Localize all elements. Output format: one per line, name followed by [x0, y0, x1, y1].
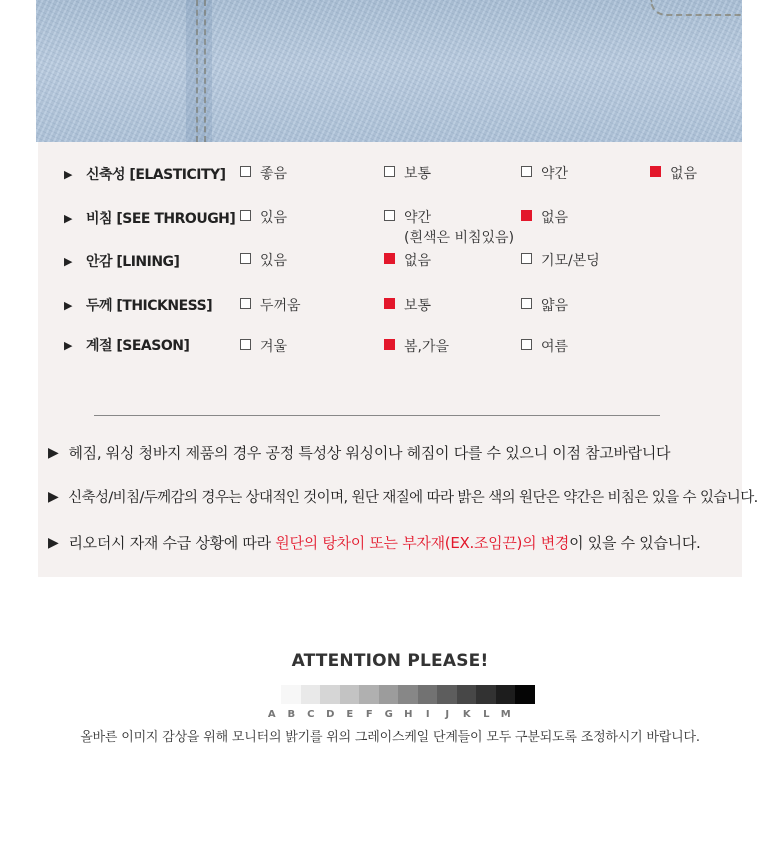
grayscale-swatch — [476, 685, 496, 704]
grayscale-swatch — [418, 685, 438, 704]
note-text-group — [68, 532, 700, 553]
grayscale-swatch — [340, 685, 360, 704]
option-thickness-thin — [521, 295, 568, 315]
checkbox-icon — [240, 166, 251, 177]
grayscale-letter: M — [500, 709, 511, 720]
note-reorder — [48, 532, 701, 553]
row-label-lining — [64, 251, 179, 271]
grayscale-letter: E — [346, 709, 354, 720]
option-elasticity-slight — [521, 163, 568, 183]
option-label: 기모/본딩 — [541, 253, 600, 269]
grayscale-swatch — [515, 685, 535, 704]
checked-box-icon — [384, 298, 395, 309]
option-see-through-slight — [384, 207, 514, 247]
grayscale-swatch — [437, 685, 457, 704]
grayscale-swatch — [398, 685, 418, 704]
checked-box-icon — [521, 210, 532, 221]
option-label: 보통 — [404, 298, 432, 314]
option-lining-fleece — [521, 250, 600, 270]
checkbox-icon — [384, 210, 395, 221]
option-elasticity-none — [650, 163, 697, 183]
checkbox-icon — [521, 298, 532, 309]
checked-box-icon — [384, 253, 395, 264]
note-text: 신축성/비침/두께감의 경우는 상대적인 것이며, 원단 재질에 따라 밝은 색의 원단은 약간은 비침은 있을 수 있습니다. — [68, 490, 758, 506]
grayscale-swatch — [379, 685, 399, 704]
option-label: 봄,가을 — [404, 339, 450, 355]
option-season-spring-fall — [384, 336, 449, 356]
row-label-text: 계절 [SEASON] — [85, 338, 190, 354]
option-label: 두꺼움 — [260, 298, 301, 314]
grayscale-letter: K — [462, 709, 471, 720]
row-label-thickness — [64, 295, 212, 315]
checkbox-icon — [240, 253, 251, 264]
row-label-text: 두께 [THICKNESS] — [85, 298, 213, 314]
option-label: 없음 — [404, 253, 432, 269]
attention-caption: 올바른 이미지 감상을 위해 모니터의 밝기를 위의 그레이스케일 단계들이 모두 구분되도록 조정하시기 바랍니다. — [80, 730, 700, 745]
row-label-text: 신축성 [ELASTICITY] — [85, 167, 226, 183]
note-washing — [48, 442, 670, 463]
option-see-through-yes — [240, 207, 287, 227]
triangle-icon: ▶ — [64, 211, 72, 225]
row-label-text: 안감 [LINING] — [85, 254, 180, 270]
grayscale-letter: H — [404, 709, 413, 720]
option-label: 없음 — [541, 210, 569, 226]
note-relative — [48, 486, 758, 507]
note-text: 헤짐, 워싱 청바지 제품의 경우 공정 특성상 워싱이나 헤짐이 다를 수 있으니 이점 참고바랍니다 — [68, 444, 671, 462]
grayscale-letter: C — [307, 709, 315, 720]
grayscale-swatch — [320, 685, 340, 704]
grayscale-letter: F — [365, 709, 373, 720]
option-thickness-thick — [240, 295, 301, 315]
divider — [94, 415, 660, 416]
checkbox-icon — [384, 166, 395, 177]
option-label: 약간 — [541, 166, 569, 182]
grayscale-swatch — [496, 685, 516, 704]
denim-shadow — [186, 0, 212, 142]
option-label: 여름 — [541, 339, 569, 355]
denim-product-photo — [36, 0, 742, 142]
checkbox-icon — [521, 339, 532, 350]
option-label-group — [404, 207, 514, 247]
grayscale-letter: I — [425, 709, 430, 720]
option-lining-yes — [240, 250, 287, 270]
grayscale-swatch — [359, 685, 379, 704]
option-label: 없음 — [670, 166, 698, 182]
row-label-see-through — [64, 208, 235, 228]
grayscale-swatch — [301, 685, 321, 704]
option-label: 약간 — [404, 210, 432, 226]
grayscale-letter: G — [384, 709, 393, 720]
option-see-through-none — [521, 207, 568, 227]
note-highlight: 원단의 탕차이 또는 부자재(EX.조임끈)의 변경 — [275, 534, 570, 552]
checkbox-icon — [521, 166, 532, 177]
checkbox-icon — [521, 253, 532, 264]
option-label: 있음 — [260, 210, 288, 226]
grayscale-swatch — [457, 685, 477, 704]
triangle-icon: ▶ — [48, 444, 59, 461]
row-label-season — [64, 335, 189, 355]
checkbox-icon — [240, 210, 251, 221]
grayscale-swatch — [281, 685, 301, 704]
option-elasticity-good — [240, 163, 287, 183]
option-label: 얇음 — [541, 298, 569, 314]
checked-box-icon — [384, 339, 395, 350]
triangle-icon: ▶ — [48, 488, 59, 505]
option-label: 보통 — [404, 166, 432, 182]
note-text: 이 있을 수 있습니다. — [569, 534, 701, 552]
option-season-summer — [521, 336, 568, 356]
option-label: 겨울 — [260, 339, 288, 355]
triangle-icon: ▶ — [64, 254, 72, 268]
checkbox-icon — [240, 339, 251, 350]
option-season-winter — [240, 336, 287, 356]
option-sublabel: (흰색은 비침있음) — [404, 230, 515, 246]
option-lining-none — [384, 250, 431, 270]
checkbox-icon — [240, 298, 251, 309]
grayscale-letter: B — [287, 709, 296, 720]
row-label-elasticity — [64, 164, 226, 184]
triangle-icon: ▶ — [64, 338, 72, 352]
note-text: 리오더시 자재 수급 상황에 따라 — [68, 534, 276, 552]
row-label-text: 비침 [SEE THROUGH] — [85, 211, 236, 227]
grayscale-letters — [262, 709, 516, 720]
option-label: 좋음 — [260, 166, 288, 182]
attention-title: ATTENTION PLEASE! — [291, 651, 489, 671]
option-label: 있음 — [260, 253, 288, 269]
grayscale-bar — [281, 685, 535, 704]
triangle-icon: ▶ — [64, 298, 72, 312]
grayscale-letter: J — [445, 709, 450, 720]
triangle-icon: ▶ — [64, 167, 72, 181]
grayscale-letter: A — [267, 709, 276, 720]
option-thickness-normal — [384, 295, 431, 315]
option-elasticity-normal — [384, 163, 431, 183]
denim-pocket — [650, 0, 742, 16]
grayscale-letter: L — [483, 709, 490, 720]
triangle-icon: ▶ — [48, 534, 59, 551]
grayscale-letter: D — [326, 709, 335, 720]
checked-box-icon — [650, 166, 661, 177]
